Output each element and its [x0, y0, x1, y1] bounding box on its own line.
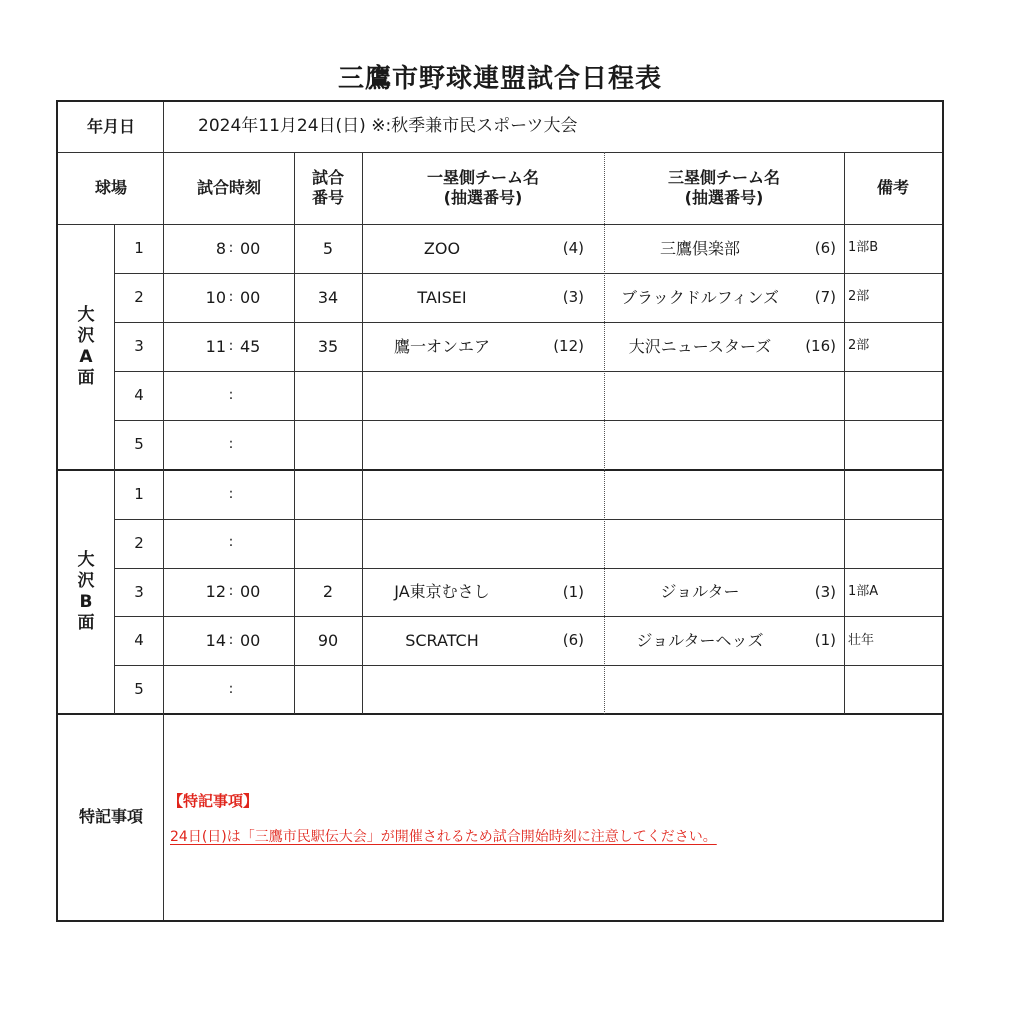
time-separator: :	[228, 485, 234, 502]
time-hour	[176, 519, 226, 568]
first-base-team: ZOO	[423, 238, 461, 258]
venue-a-char: 面	[77, 368, 95, 389]
first-base-team: TAISEI	[417, 287, 467, 307]
slot-number: 4	[134, 386, 144, 405]
time-hour	[176, 470, 226, 519]
time-separator: :	[228, 386, 234, 403]
time-minute: 00	[240, 238, 261, 258]
time-hour: 12	[205, 581, 226, 601]
first-base-team	[362, 371, 522, 420]
remark: 1部A	[848, 583, 879, 599]
time-minute: 00	[240, 630, 261, 650]
third-base-draw	[788, 420, 836, 469]
grid-line	[163, 152, 164, 224]
time-separator: :	[228, 288, 234, 305]
time-minute	[240, 519, 280, 568]
game-number: 90	[317, 630, 339, 650]
first-base-team: SCRATCH	[405, 630, 479, 650]
time-separator: :	[228, 435, 234, 452]
time-hour	[176, 665, 226, 714]
first-base-draw	[538, 665, 584, 714]
header-field: 球場	[94, 178, 127, 197]
first-base-draw: (3)	[562, 288, 584, 307]
slot-number: 2	[134, 288, 144, 307]
venue-b-char: B	[79, 592, 93, 612]
third-base-team: ブラックドルフィンズ	[621, 287, 779, 307]
header-remarks: 備考	[876, 178, 909, 197]
remark: 1部B	[848, 240, 879, 256]
remark: 2部	[848, 338, 870, 354]
third-base-team	[606, 420, 794, 469]
schedule-table	[56, 100, 944, 922]
grid-line	[604, 152, 605, 714]
venue-b-char: 大	[77, 549, 95, 570]
third-base-team	[606, 470, 794, 519]
remark	[848, 470, 940, 519]
time-hour: 11	[205, 336, 226, 356]
header-time: 試合時刻	[196, 178, 261, 197]
time-hour	[176, 420, 226, 469]
game-number	[294, 371, 362, 420]
third-base-draw: (1)	[814, 631, 836, 650]
time-hour: 10	[205, 287, 226, 307]
third-base-draw	[788, 665, 836, 714]
third-base-draw: (16)	[805, 337, 836, 356]
venue-a-label	[58, 224, 114, 470]
remark: 壮年	[848, 632, 875, 648]
time-minute	[240, 470, 280, 519]
header-first-base-line1: 一塁側チーム名	[426, 168, 539, 187]
venue-a-char: 大	[77, 304, 95, 325]
time-hour	[176, 371, 226, 420]
slot-number: 1	[134, 485, 144, 504]
header-game-number-line1: 試合	[311, 168, 344, 187]
third-base-draw	[788, 519, 836, 568]
game-number	[294, 665, 362, 714]
slot-number: 2	[134, 533, 144, 552]
time-separator: :	[228, 337, 234, 354]
header-first-base-line2: (抽選番号)	[443, 188, 523, 207]
third-base-draw: (7)	[814, 288, 836, 307]
first-base-draw: (4)	[562, 239, 584, 258]
first-base-team	[362, 665, 522, 714]
first-base-team	[362, 519, 522, 568]
third-base-team	[606, 665, 794, 714]
time-minute: 00	[240, 287, 261, 307]
first-base-team	[362, 420, 522, 469]
header-first-base-team	[362, 152, 604, 224]
first-base-team	[362, 470, 522, 519]
time-minute: 00	[240, 581, 261, 601]
time-minute: 45	[240, 336, 261, 356]
third-base-team: 三鷹倶楽部	[659, 238, 740, 258]
time-separator: :	[228, 534, 234, 551]
time-separator: :	[228, 632, 234, 649]
game-number	[294, 519, 362, 568]
third-base-team	[606, 371, 794, 420]
remark: 2部	[848, 289, 870, 305]
remark	[848, 519, 940, 568]
first-base-draw	[538, 420, 584, 469]
first-base-draw	[538, 371, 584, 420]
game-number: 2	[322, 581, 334, 601]
slot-number: 3	[134, 582, 144, 601]
venue-b-char: 沢	[77, 570, 95, 591]
time-minute	[240, 420, 280, 469]
slot-number: 4	[134, 631, 144, 650]
notes-heading: 【特記事項】	[168, 792, 259, 810]
third-base-team: ジョルターヘッズ	[636, 630, 764, 650]
notes-label: 特記事項	[78, 807, 143, 826]
first-base-draw	[538, 519, 584, 568]
venue-a-char: A	[79, 347, 93, 367]
header-game-number	[294, 152, 362, 224]
time-hour: 8	[215, 238, 226, 258]
grid-line	[844, 152, 845, 714]
first-base-draw: (6)	[562, 631, 584, 650]
date-value: 2024年11月24日(日) ※:秋季兼市民スポーツ大会	[198, 116, 578, 137]
time-separator: :	[228, 680, 234, 697]
time-separator: :	[228, 583, 234, 600]
first-base-draw: (1)	[562, 582, 584, 601]
game-number: 35	[317, 336, 339, 356]
third-base-draw	[788, 470, 836, 519]
third-base-draw	[788, 371, 836, 420]
third-base-team: ジョルター	[660, 581, 740, 601]
venue-b-label	[58, 470, 114, 714]
time-separator: :	[228, 239, 234, 256]
third-base-draw: (6)	[814, 239, 836, 258]
slot-number: 5	[134, 435, 144, 454]
slot-number: 5	[134, 680, 144, 699]
time-minute	[240, 665, 280, 714]
header-third-base-team	[604, 152, 844, 224]
header-third-base-line2: (抽選番号)	[684, 188, 764, 207]
slot-number: 3	[134, 337, 144, 356]
third-base-team	[606, 519, 794, 568]
first-base-draw: (12)	[553, 337, 584, 356]
time-minute	[240, 371, 280, 420]
remark	[848, 420, 940, 469]
first-base-team: JA東京むさし	[394, 581, 490, 601]
slot-number: 1	[134, 239, 144, 258]
date-label: 年月日	[86, 117, 135, 136]
page-title: 三鷹市野球連盟試合日程表	[337, 64, 662, 94]
game-number: 34	[317, 287, 339, 307]
header-game-number-line2: 番号	[311, 188, 344, 207]
game-number	[294, 470, 362, 519]
remark	[848, 665, 940, 714]
time-hour: 14	[205, 630, 226, 650]
grid-line	[163, 102, 164, 152]
game-number: 5	[322, 238, 334, 258]
remark	[848, 371, 940, 420]
notes-text: 24日(日)は「三鷹市民駅伝大会」が開催されるため試合開始時刻に注意してください。	[170, 829, 717, 845]
grid-line	[58, 152, 942, 153]
third-base-team: 大沢ニュースターズ	[628, 336, 772, 356]
venue-a-char: 沢	[77, 325, 95, 346]
first-base-team: 鷹一オンエア	[393, 336, 490, 356]
header-third-base-line1: 三塁側チーム名	[667, 168, 780, 187]
first-base-draw	[538, 470, 584, 519]
third-base-draw: (3)	[814, 582, 836, 601]
game-number	[294, 420, 362, 469]
venue-b-char: 面	[77, 613, 95, 634]
